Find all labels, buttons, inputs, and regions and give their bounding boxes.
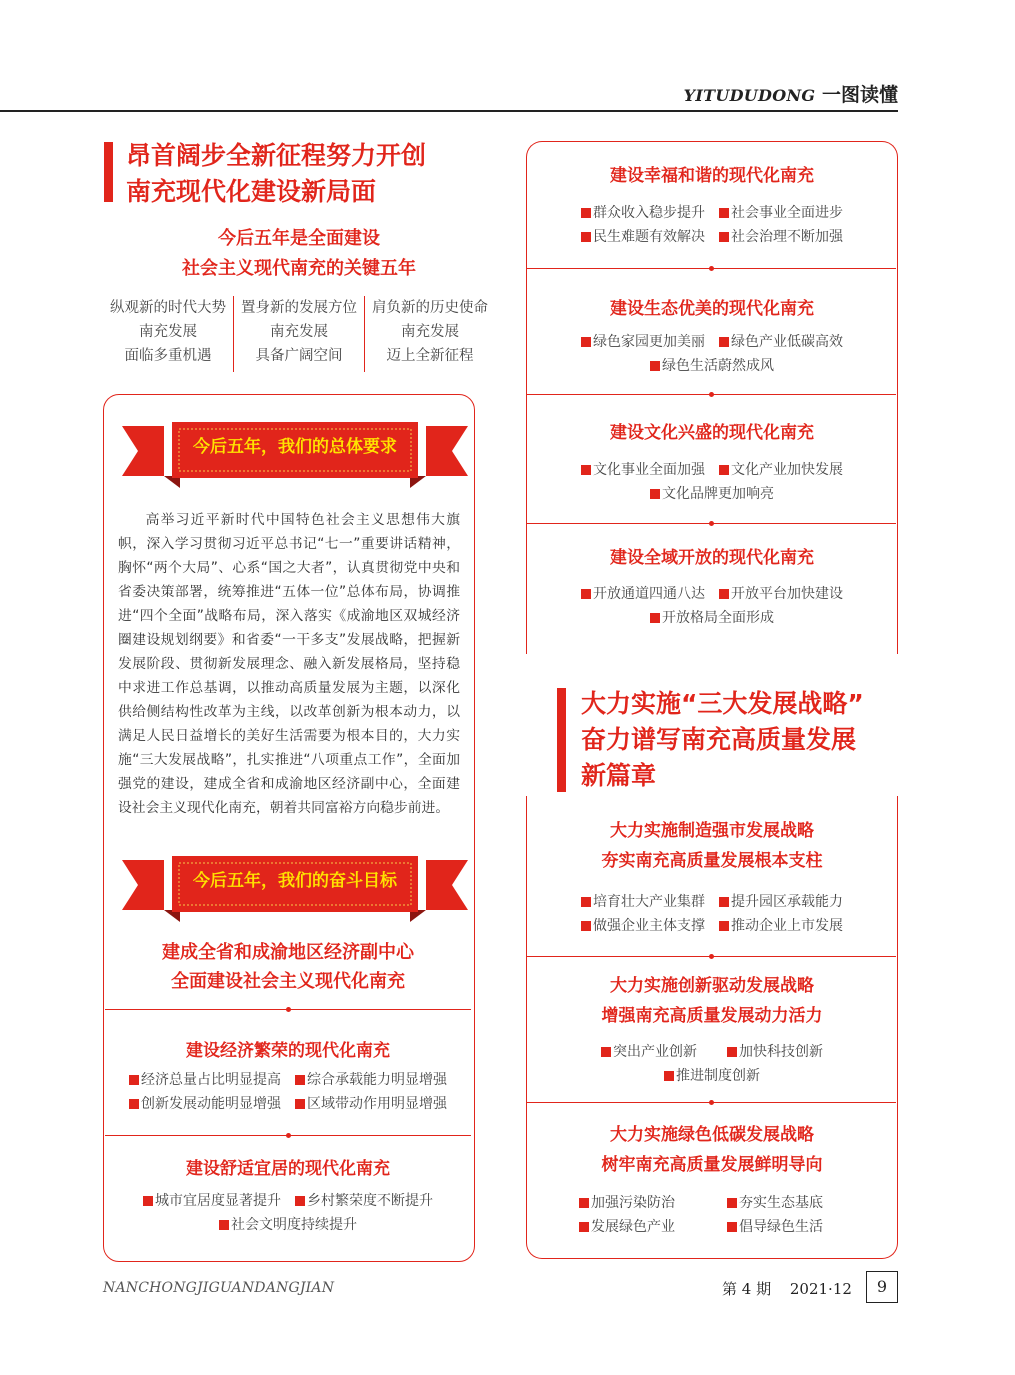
bullet-item: 综合承载能力明显增强	[295, 1068, 447, 1092]
strategy-2-line1: 大力实施创新驱动发展战略	[610, 976, 814, 996]
column-2-line2: 南充发展	[270, 324, 328, 340]
bullet-item: 群众收入稳步提升	[581, 201, 705, 225]
left-main-title-line1: 昂首阔步全新征程努力开创	[126, 141, 427, 170]
running-header-latin: YITUDUDONG	[683, 86, 816, 105]
right-main-title-line2: 奋力谱写南充高质量发展	[581, 725, 857, 754]
section-open-bullets	[526, 582, 898, 630]
bullet-item: 文化事业全面加强	[581, 458, 705, 482]
bullet-item: 民生难题有效解决	[581, 225, 705, 249]
bullet-item: 突出产业创新	[601, 1040, 697, 1064]
right-main-title-line1: 大力实施“三大发展战略”	[581, 689, 864, 718]
bullet-item: 区域带动作用明显增强	[295, 1092, 447, 1116]
bullet-item: 倡导绿色生活	[727, 1215, 845, 1239]
bullet-item: 经济总量占比明显提高	[129, 1068, 281, 1092]
column-1-line1: 纵观新的时代大势	[110, 300, 226, 316]
strategy-1-bullets	[526, 890, 898, 938]
bullet-item: 社会治理不断加强	[719, 225, 843, 249]
bullet-item: 培育壮大产业集群	[581, 890, 705, 914]
right-divider-2-dot	[709, 392, 714, 397]
bullet-item: 加强污染防治	[579, 1191, 697, 1215]
bullet-item: 开放通道四通八达	[581, 582, 705, 606]
running-header	[684, 80, 898, 107]
section-eco-title: 建设生态优美的现代化南充	[610, 299, 814, 319]
section-happy-title: 建设幸福和谐的现代化南充	[610, 166, 814, 186]
column-1	[103, 296, 233, 372]
bullet-item: 加快科技创新	[727, 1040, 823, 1064]
bullet-item: 社会事业全面进步	[719, 201, 843, 225]
section-culture-title: 建设文化兴盛的现代化南充	[610, 423, 814, 443]
footer-issue: 第 4 期	[722, 1280, 772, 1298]
bullet-item: 城市宜居度显著提升	[143, 1189, 281, 1213]
strategy-1-line2: 夯实南充高质量发展根本支柱	[601, 851, 823, 871]
column-2-line1: 置身新的发展方位	[241, 300, 357, 316]
right-divider-4-dot	[709, 954, 714, 959]
bullet-item: 做强企业主体支撑	[581, 914, 705, 938]
left-divider-2-dot	[286, 1133, 291, 1138]
section-econ-title: 建设经济繁荣的现代化南充	[186, 1041, 390, 1061]
bullet-item: 开放格局全面形成	[650, 606, 774, 630]
strategy-3-line2: 树牢南充高质量发展鲜明导向	[601, 1155, 823, 1175]
left-subtitle	[103, 224, 495, 284]
strategy-3-title	[526, 1120, 898, 1180]
bullet-item: 夯实生态基底	[727, 1191, 845, 1215]
left-title-bar	[104, 142, 113, 202]
bullet-item: 推进制度创新	[664, 1064, 760, 1088]
running-header-chinese: 一图读懂	[821, 84, 898, 106]
overall-requirements-paragraph: 高举习近平新时代中国特色社会主义思想伟大旗帜，深入学习贯彻习近平总书记“七一”重要讲话精神，胸怀“两个大局”、心系“国之大者”，认真贯彻党中央和省委决策部署，统筹推进“五体一位”总体布局，协调推进“四个全面”战略布局，深入落实《成渝地区双城经济圈建设规划纲要》和省委“一干多支”发展战略，把握新发展阶段、贯彻新发展理念、融入新发展格局，坚持稳中求进工作总基调，以推动高质量发展为主题，以深化供给侧结构性改革为主线，以改革创新为根本动力，以满足人民日益增长的美好生活需要为根本目的，大力实施“三大发展战略”，扎实推进“八项重点工作”，全面加强党的建设，建成全省和成渝地区经济副中心，全面建设社会主义现代化南充，朝着共同富裕方向稳步前进。	[118, 512, 460, 816]
header-rule	[0, 110, 898, 112]
footer-issue-info	[722, 1278, 852, 1299]
left-main-title-line2: 南充现代化建设新局面	[126, 177, 377, 206]
goal-title	[103, 938, 473, 996]
bullet-item: 社会文明度持续提升	[219, 1213, 357, 1237]
bullet-item: 乡村繁荣度不断提升	[295, 1189, 433, 1213]
bullet-item: 开放平台加快建设	[719, 582, 843, 606]
bullet-item: 文化产业加快发展	[719, 458, 843, 482]
banner-2-text: 今后五年，我们的奋斗目标	[193, 871, 397, 891]
right-divider-3-dot	[709, 521, 714, 526]
left-main-title	[126, 138, 426, 210]
strategy-2-title	[526, 971, 898, 1031]
right-divider-1-dot	[709, 266, 714, 271]
right-divider-5-dot	[709, 1100, 714, 1105]
bullet-item: 提升园区承载能力	[719, 890, 843, 914]
column-3-line3: 迈上全新征程	[386, 348, 474, 364]
three-columns	[103, 296, 495, 372]
strategy-1-title	[526, 816, 898, 876]
section-econ-bullets	[103, 1068, 473, 1116]
column-3-line1: 肩负新的历史使命	[372, 300, 488, 316]
section-happy-bullets	[526, 201, 898, 249]
column-1-line3: 面临多重机遇	[124, 348, 212, 364]
left-divider-1-dot	[286, 1007, 291, 1012]
right-title-bar	[557, 688, 566, 792]
left-subtitle-line1: 今后五年是全面建设	[218, 228, 380, 249]
banner-1-text: 今后五年，我们的总体要求	[193, 437, 397, 457]
bullet-item: 绿色产业低碳高效	[719, 330, 843, 354]
page-number: 9	[866, 1271, 898, 1303]
section-live-title: 建设舒适宜居的现代化南充	[186, 1159, 390, 1179]
strategy-3-line1: 大力实施绿色低碳发展战略	[610, 1125, 814, 1145]
right-main-title-line3: 新篇章	[581, 761, 657, 790]
bullet-item: 文化品牌更加响亮	[650, 482, 774, 506]
goal-title-line1: 建成全省和成渝地区经济副中心	[162, 942, 414, 963]
column-3-line2: 南充发展	[401, 324, 459, 340]
section-live-bullets	[103, 1189, 473, 1237]
column-2-line3: 具备广阔空间	[255, 348, 343, 364]
bullet-item: 绿色家园更加美丽	[581, 330, 705, 354]
column-1-line2: 南充发展	[139, 324, 197, 340]
bullet-item: 发展绿色产业	[579, 1215, 697, 1239]
left-subtitle-line2: 社会主义现代南充的关键五年	[182, 258, 416, 279]
column-2	[233, 296, 364, 372]
bullet-item: 创新发展动能明显增强	[129, 1092, 281, 1116]
goal-title-line2: 全面建设社会主义现代化南充	[171, 971, 405, 992]
bullet-item: 绿色生活蔚然成风	[650, 354, 774, 378]
strategy-3-bullets	[526, 1191, 898, 1239]
strategy-1-line1: 大力实施制造强市发展战略	[610, 821, 814, 841]
footer-date: 2021·12	[789, 1280, 852, 1298]
section-eco-bullets	[526, 330, 898, 378]
section-open-title: 建设全域开放的现代化南充	[610, 548, 814, 568]
strategy-2-bullets	[526, 1040, 898, 1088]
footer-publication-name: NANCHONGJIGUANDANGJIAN	[103, 1280, 335, 1296]
section-culture-bullets	[526, 458, 898, 506]
strategy-2-line2: 增强南充高质量发展动力活力	[601, 1006, 823, 1026]
bullet-item: 推动企业上市发展	[719, 914, 843, 938]
column-3	[364, 296, 495, 372]
right-main-title	[581, 686, 864, 794]
